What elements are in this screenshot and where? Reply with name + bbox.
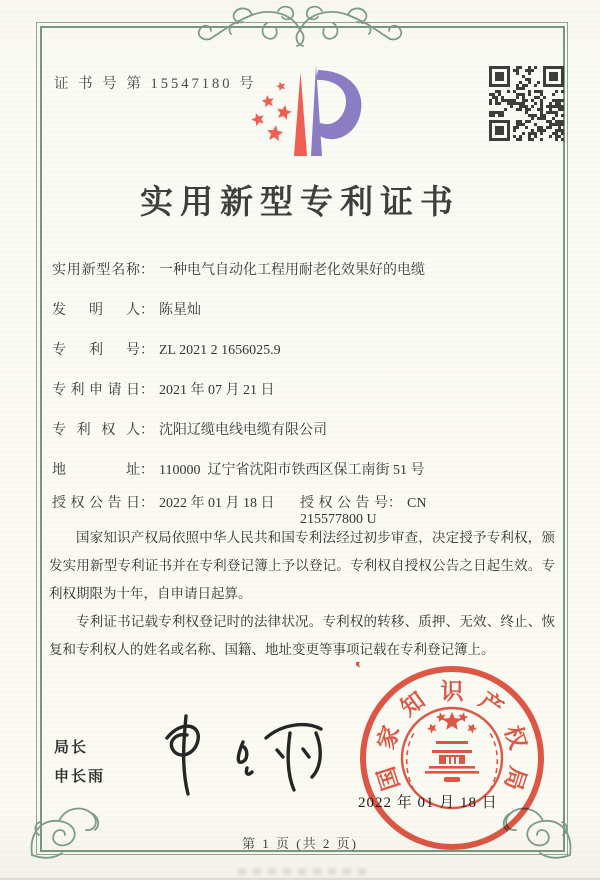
- field-colon: ：: [140, 263, 154, 278]
- field-colon: ：: [140, 383, 154, 398]
- national-emblem: [425, 711, 479, 782]
- legal-paragraph-2: 专利证书记载专利权登记时的法律状况。专利权的转移、质押、无效、终止、恢复和专利权人的姓名或名称、国籍、地址变更等事项记载在专利登记簿上。: [49, 614, 555, 657]
- qr-code: [489, 66, 564, 141]
- legal-paragraph-1: 国家知识产权局依照中华人民共和国专利法经过初步审查，决定授予专利权，颁发实用新型专利证书并在专利登记簿上予以登记。专利权自授权公告之日起生效。专利权期限为十年，自申请日起算。: [49, 530, 555, 601]
- field-row-patentee: [52, 419, 327, 439]
- field-row-filing-date: [52, 379, 275, 399]
- certificate-number: 证 书 号 第 15547180 号: [54, 76, 257, 92]
- field-label: 专利权人: [52, 423, 140, 438]
- seal-char: 知: [395, 686, 430, 722]
- field-colon: ：: [140, 463, 154, 478]
- top-flourish-ornament: [190, 3, 410, 51]
- field-label: 授权公告日: [52, 496, 140, 511]
- seal-char: 国: [372, 763, 405, 794]
- field-label: 发明人: [52, 303, 140, 318]
- field-value-patentee: 沈阳辽缆电线电缆有限公司: [159, 423, 327, 438]
- field-colon: ：: [140, 423, 154, 438]
- field-row-patent-number: [52, 339, 281, 359]
- seal-char: 产: [474, 686, 509, 722]
- seal-date: 2022 年 01 月 18 日: [358, 795, 498, 811]
- field-value-inventor: 陈星灿: [159, 303, 201, 318]
- field-value-filing-date: 2021 年 07 月 21 日: [159, 383, 275, 398]
- field-row-address: [52, 459, 424, 479]
- seal-char: 识: [440, 678, 464, 704]
- bleed-through-smudge: [238, 868, 368, 875]
- handwritten-signature: [148, 702, 338, 802]
- seal-char: 家: [372, 722, 405, 753]
- official-seal: [356, 662, 548, 854]
- signer-block: [54, 733, 105, 791]
- signer-name: 申长雨: [54, 768, 106, 785]
- field-row-inventor: [52, 299, 201, 319]
- field-value-patent-number: ZL 2021 2 1656025.9: [159, 343, 281, 358]
- field-label: 地址: [52, 463, 140, 478]
- field-row-grant: [52, 492, 430, 527]
- signer-title: 局长: [54, 739, 89, 756]
- page-number: 第 1 页 (共 2 页): [242, 836, 358, 851]
- seal-char: 权: [499, 722, 532, 753]
- field-label: 专利申请日: [52, 383, 140, 398]
- field-label: 实用新型名称: [52, 263, 140, 278]
- field-colon: ：: [140, 343, 154, 358]
- field-value-utility-model-name: 一种电气自动化工程用耐老化效果好的电缆: [159, 263, 425, 278]
- seal-char: 局: [499, 763, 532, 794]
- field-value-grant-number: CN 215577800 U: [300, 496, 430, 527]
- field-label: 专利号: [52, 343, 140, 358]
- field-colon: ：: [140, 303, 154, 318]
- field-value-address: 110000 辽宁省沈阳市铁西区保工南街 51 号: [159, 463, 425, 478]
- field-colon: ：: [140, 496, 154, 511]
- certificate-title: 实用新型专利证书: [140, 185, 460, 221]
- field-value-grant-date: 2022 年 01 月 18 日: [159, 496, 275, 511]
- field-row-name: [52, 259, 425, 279]
- field-colon: ：: [388, 496, 402, 511]
- legal-text: [49, 524, 555, 664]
- cnipa-logo: [228, 56, 370, 166]
- field-label: 授权公告号: [300, 496, 388, 511]
